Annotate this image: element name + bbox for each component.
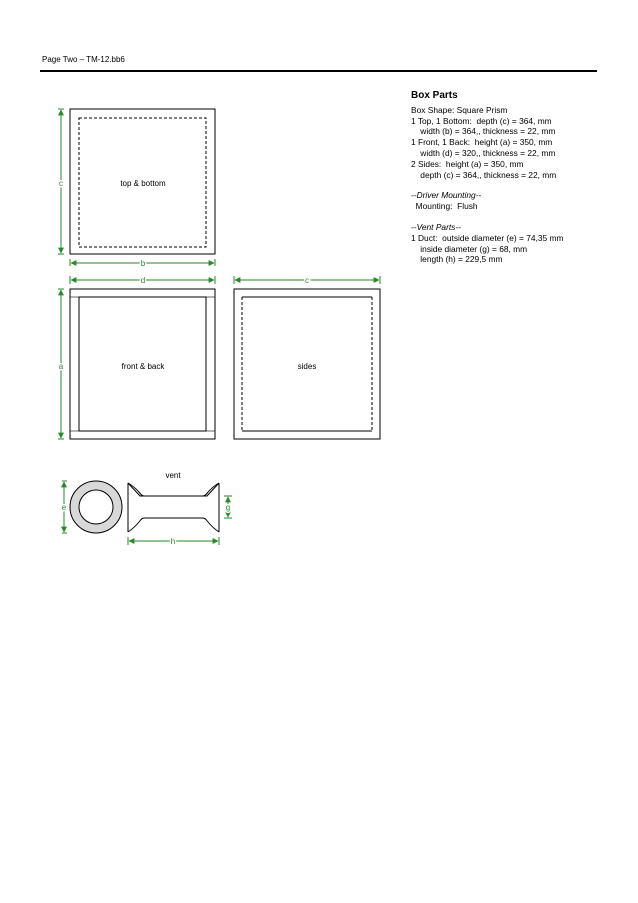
dim-d-horizontal (70, 276, 215, 285)
dim-e-label: e (61, 503, 67, 512)
box-parts-title: Box Parts (411, 90, 458, 101)
vent-line-3: length (h) = 229,5 mm (411, 254, 503, 265)
driver-mounting-value: Mounting: Flush (411, 201, 478, 212)
dim-c-horizontal (234, 276, 380, 285)
dim-d-label: d (140, 276, 146, 285)
top-bottom-label: top & bottom (120, 179, 166, 188)
sides-panel (234, 289, 380, 439)
vent-ring (70, 481, 122, 533)
dim-h-label: h (170, 537, 176, 546)
top-bottom-line-2: width (b) = 364,, thickness = 22, mm (411, 126, 556, 137)
front-back-line-1: 1 Front, 1 Back: height (a) = 350, mm (411, 137, 553, 148)
dim-c-label: c (59, 179, 63, 188)
dim-c-sides-label: c (305, 276, 309, 285)
dim-g-vertical (224, 496, 232, 518)
vent-duct (128, 471, 219, 532)
dim-a-vertical (58, 289, 64, 439)
front-back-label: front & back (121, 362, 165, 371)
dim-b-label: b (140, 259, 146, 268)
vent-line-2: inside diameter (g) = 68, mm (411, 243, 528, 254)
dim-h-horizontal (128, 537, 219, 546)
top-bottom-panel (70, 109, 215, 254)
front-back-panel (70, 289, 215, 439)
vent-label: vent (165, 471, 181, 480)
dim-e-vertical (62, 481, 67, 533)
driver-mounting-heading: --Driver Mounting-- (411, 190, 482, 201)
dim-b-horizontal (70, 259, 215, 268)
page-header: Page Two – TM-12.bb6 (42, 55, 125, 64)
sides-label: sides (297, 362, 317, 371)
box-shape-line: Box Shape: Square Prism (411, 104, 508, 115)
front-back-line-2: width (d) = 320,, thickness = 22, mm (411, 147, 556, 158)
top-bottom-line-1: 1 Top, 1 Bottom: depth (c) = 364, mm (411, 115, 552, 126)
dim-g-label: g (225, 503, 231, 512)
vent-line-1: 1 Duct: outside diameter (e) = 74,35 mm (411, 232, 564, 243)
sides-line-1: 2 Sides: height (a) = 350, mm (411, 158, 524, 169)
dim-a-label: a (58, 362, 64, 371)
vent-parts-heading: --Vent Parts-- (411, 221, 461, 232)
sides-line-2: depth (c) = 364,, thickness = 22, mm (411, 169, 557, 180)
dim-c-vertical (58, 109, 64, 254)
